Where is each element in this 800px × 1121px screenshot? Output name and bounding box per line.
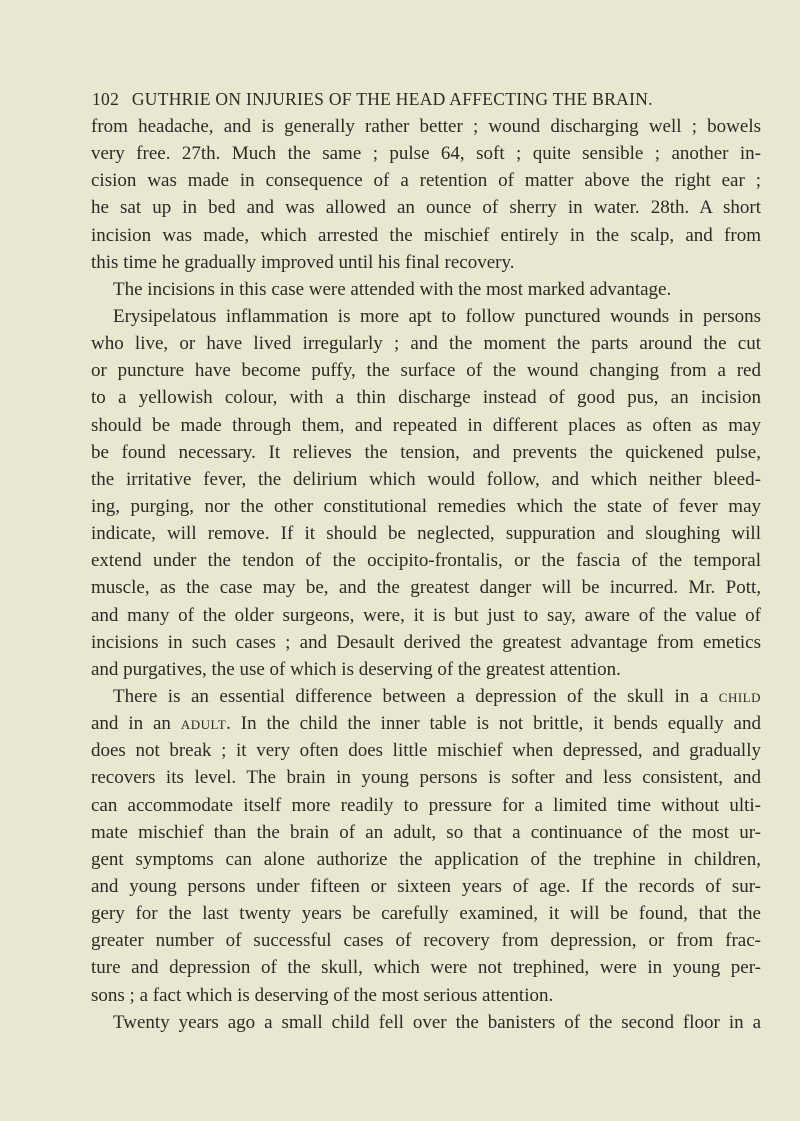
text-line bbox=[91, 194, 761, 221]
text-segment: and in an bbox=[91, 713, 181, 735]
text-line bbox=[91, 412, 761, 439]
text-line bbox=[91, 547, 761, 574]
text-line bbox=[91, 113, 761, 140]
text-segment: should be made through them, and repeated in different places as often as may bbox=[91, 414, 761, 436]
text-line bbox=[91, 792, 761, 819]
text-segment: . In the child the inner table is not brittle, it bends equally and bbox=[226, 713, 761, 735]
text-line bbox=[91, 574, 761, 601]
text-segment: very free. 27th. Much the same ; pulse 64, soft ; quite sensible ; another in- bbox=[91, 143, 761, 165]
text-segment: indicate, will remove. If it should be neglected, suppuration and sloughing will bbox=[91, 523, 761, 545]
text-segment: Twenty years ago a small child fell over the banisters of the second floor in a bbox=[113, 1011, 761, 1033]
text-segment: incision was made, which arrested the mischief entirely in the scalp, and from bbox=[91, 224, 761, 246]
text-segment: mate mischief than the brain of an adult, so that a continuance of the most ur- bbox=[91, 821, 761, 843]
text-segment: and many of the older surgeons, were, it is but just to say, aware of the value of bbox=[91, 604, 761, 626]
text-line bbox=[91, 873, 761, 900]
small-caps-text: adult bbox=[180, 713, 227, 735]
text-segment: ing, purging, nor the other constitutional remedies which the state of fever may bbox=[91, 495, 761, 517]
page-number: 102 bbox=[92, 89, 120, 109]
text-segment: gent symptoms can alone authorize the application of the trephine in children, bbox=[91, 848, 761, 870]
text-segment: incisions in such cases ; and Desault derived the greatest advantage from emetics bbox=[91, 631, 761, 653]
text-segment: who live, or have lived irregularly ; and the moment the parts around the cut bbox=[91, 333, 761, 355]
text-line bbox=[91, 737, 761, 764]
text-line bbox=[91, 276, 761, 303]
text-segment: cision was made in consequence of a retention of matter above the right ear ; bbox=[91, 170, 761, 192]
text-line bbox=[91, 330, 761, 357]
text-line bbox=[91, 710, 761, 737]
text-segment: gery for the last twenty years be carefully examined, it will be found, that the bbox=[91, 903, 761, 925]
text-line bbox=[91, 1009, 761, 1036]
text-segment: and purgatives, the use of which is deserving of the greatest attention. bbox=[91, 658, 621, 680]
text-line bbox=[91, 683, 761, 710]
text-segment: The incisions in this case were attended with the most marked advantage. bbox=[113, 278, 672, 300]
text-segment: Erysipelatous inflammation is more apt to follow punctured wounds in persons bbox=[113, 305, 761, 327]
text-segment: muscle, as the case may be, and the greatest danger will be incurred. Mr. Pott, bbox=[91, 577, 761, 599]
text-segment: be found necessary. It relieves the tension, and prevents the quickened pulse, bbox=[91, 441, 761, 463]
text-segment: or puncture have become puffy, the surface of the wound changing from a red bbox=[91, 360, 761, 382]
text-line bbox=[91, 900, 761, 927]
text-line bbox=[91, 493, 761, 520]
text-segment: and young persons under fifteen or sixteen years of age. If the records of sur- bbox=[91, 875, 761, 897]
text-line bbox=[91, 520, 761, 547]
text-line bbox=[91, 439, 761, 466]
body-text bbox=[91, 113, 761, 1036]
text-segment: the irritative fever, the delirium which would follow, and which neither bleed- bbox=[91, 468, 761, 490]
text-line bbox=[91, 819, 761, 846]
text-line bbox=[91, 927, 761, 954]
text-segment: greater number of successful cases of recovery from depression, or from frac- bbox=[91, 930, 761, 952]
text-line bbox=[91, 249, 761, 276]
text-line bbox=[91, 954, 761, 981]
text-segment: he sat up in bed and was allowed an ounce of sherry in water. 28th. A short bbox=[91, 197, 761, 219]
small-caps-text: child bbox=[718, 685, 761, 707]
text-segment: this time he gradually improved until his final recovery. bbox=[91, 251, 515, 273]
text-line bbox=[91, 764, 761, 791]
text-segment: ture and depression of the skull, which were not trephined, were in young per- bbox=[91, 957, 761, 979]
text-line bbox=[91, 140, 761, 167]
text-line bbox=[91, 602, 761, 629]
running-header bbox=[92, 89, 760, 110]
text-line bbox=[91, 466, 761, 493]
text-segment: can accommodate itself more readily to pressure for a limited time without ulti- bbox=[91, 794, 761, 816]
text-segment: from headache, and is generally rather better ; wound discharging well ; bowels bbox=[91, 116, 761, 137]
text-segment: extend under the tendon of the occipito-frontalis, or the fascia of the temporal bbox=[91, 550, 761, 572]
text-segment: to a yellowish colour, with a thin discharge instead of good pus, an incision bbox=[91, 387, 761, 409]
text-segment: does not break ; it very often does little mischief when depressed, and gradually bbox=[91, 740, 761, 762]
text-segment: There is an essential difference between a depression of the skull in a bbox=[113, 685, 719, 707]
text-line bbox=[91, 656, 761, 683]
text-line bbox=[91, 303, 761, 330]
text-line bbox=[91, 384, 761, 411]
text-line bbox=[91, 846, 761, 873]
text-segment: sons ; a fact which is deserving of the most serious attention. bbox=[91, 984, 554, 1006]
text-line bbox=[91, 222, 761, 249]
text-line bbox=[91, 629, 761, 656]
text-line bbox=[91, 982, 761, 1009]
text-line bbox=[91, 167, 761, 194]
text-line bbox=[91, 357, 761, 384]
running-title: GUTHRIE ON INJURIES OF THE HEAD AFFECTING THE BRAIN. bbox=[131, 89, 653, 109]
text-segment: recovers its level. The brain in young persons is softer and less consistent, and bbox=[91, 767, 761, 789]
